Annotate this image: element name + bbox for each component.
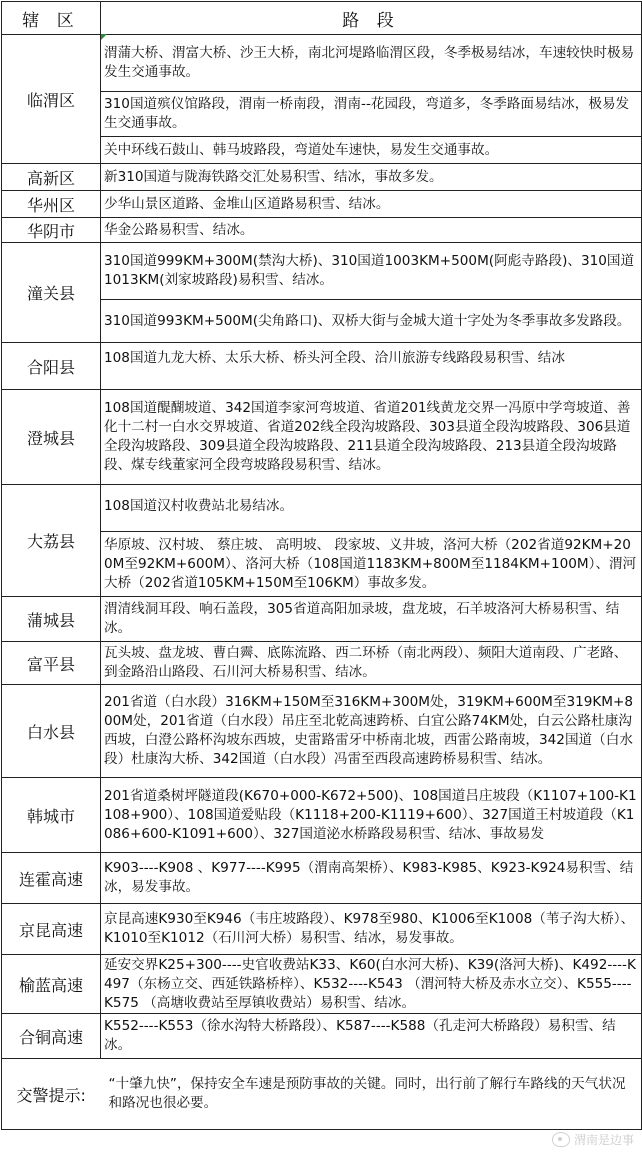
- district-cell: 华阴市: [2, 218, 101, 243]
- district-cell: 韩城市: [2, 778, 101, 853]
- table-row: [2, 390, 642, 485]
- header-road: 路 段: [101, 2, 642, 35]
- road-cell: 310国道993KM+500M(尖角路口)、双桥大街与金城大道十字处为冬季事故多发路段。: [101, 300, 642, 343]
- table-row: [2, 853, 642, 904]
- table-row: [2, 191, 642, 218]
- table-row: [2, 1014, 642, 1059]
- district-cell: 临渭区: [2, 35, 101, 164]
- table-header-row: [2, 2, 642, 35]
- road-cell: 瓦头坡、盘龙坡、曹白霽、底陈流路、西二环桥（南北两段）、频阳大道南段、广老路、到金路沿山路段、石川河大桥易积雪、结冰。: [101, 642, 642, 685]
- district-cell: 高新区: [2, 164, 101, 191]
- tip-text: “十肇九快”，保持安全车速是预防事故的关键。同时，出行前了解行车路线的天气状况和路况也很必要。: [101, 1059, 642, 1130]
- road-cell: 310国道殡仪馆路段，渭南一桥南段，渭南--花园段，弯道多，冬季路面易结冰，极易发生交通事故。: [101, 92, 642, 137]
- road-cell: 关中环线石鼓山、韩马坡路段，弯道处车速快，易发生交通事故。: [101, 137, 642, 164]
- hazard-road-table: [1, 1, 642, 1130]
- district-cell: 榆蓝高速: [2, 955, 101, 1014]
- table-row: [2, 343, 642, 390]
- table-row: [2, 164, 642, 191]
- table-row: [2, 685, 642, 778]
- district-cell: 合铜高速: [2, 1014, 101, 1059]
- weibo-icon: [552, 1132, 570, 1147]
- road-cell: 延安交界K25+300----史官收费站K33、K60(白水河大桥)、K39(洛河大桥)、K492----K497（东杨立交、西延铁路桥梓）、K532----K543 （渭河特大桥及赤水立交）、K555----K575 （高塘收费站至厚镇收费站）易积雪、结冰。: [101, 955, 642, 1014]
- district-cell: 大荔县: [2, 485, 101, 597]
- district-cell: 澄城县: [2, 390, 101, 485]
- district-cell: 蒲城县: [2, 597, 101, 642]
- road-cell: 少华山景区道路、金堆山区道路易积雪、结冰。: [101, 191, 642, 218]
- road-cell: 310国道999KM+300M(禁沟大桥)、310国道1003KM+500M(阿彪寺路段)、310国道1013KM(刘家坡路段)易积雪、结冰。: [101, 243, 642, 300]
- road-cell: 京昆高速K930至K946（韦庄坡路段）、K978至980、K1006至K1008（苇子沟大桥）、K1010至K1012（石川河大桥）易积雪、结冰，易发事故。: [101, 904, 642, 955]
- header-district: 辖 区: [2, 2, 101, 35]
- table-row: [2, 243, 642, 300]
- road-cell: 华金公路易积雪、结冰。: [101, 218, 642, 243]
- table-row: [2, 485, 642, 532]
- table-row: [2, 642, 642, 685]
- cell-comment-marker: [101, 34, 107, 40]
- watermark-text: 渭南是边事: [573, 1133, 634, 1147]
- district-cell: 潼关县: [2, 243, 101, 343]
- road-cell: K903----K908 、K977----K995（渭南高架桥）、K983-K985、K923-K924易积雪、结冰，易发事故。: [101, 853, 642, 904]
- road-cell: 201省道桑树坪隧道段(K670+000-K672+500)、108国道吕庄坡段（K1107+100-K1108+900）、108国道爱贴段（K1118+200-K1119+600）、327国道王村坡道段（K1086+600-K1091+600）、327国道泌水桥路段易积雪、结冰、事故易发: [101, 778, 642, 853]
- table-row: [2, 904, 642, 955]
- road-cell: 108国道醍醐坡道、342国道李家河弯坡道、省道201线黄龙交界一冯原中学弯坡道、善化十二村一白水交界坡道、省道202线全段沟坡路段、303县道全段沟坡路段、306县道全段沟坡路段、309县道全段沟坡路段、211县道全段沟坡路段、213县道全段沟坡路段、煤专线董家河全段弯坡路段易积雪、结冰。: [101, 390, 642, 485]
- table-row: [2, 35, 642, 92]
- district-cell: 富平县: [2, 642, 101, 685]
- district-cell: 华州区: [2, 191, 101, 218]
- district-cell: 连霍高速: [2, 853, 101, 904]
- table-row: [2, 218, 642, 243]
- road-cell: 108国道九龙大桥、太乐大桥、桥头河全段、洽川旅游专线路段易积雪、结冰: [101, 343, 642, 390]
- tip-label: 交警提示:: [2, 1059, 101, 1130]
- tip-row: [2, 1059, 642, 1130]
- district-cell: 白水县: [2, 685, 101, 778]
- district-cell: 合阳县: [2, 343, 101, 390]
- road-cell: 201省道（白水段）316KM+150M至316KM+300M处，319KM+600M至319KM+800M处，201省道（白水段）吊庄至北乾高速跨桥、白宜公路74KM处，白云公路杜康沟西坡，白澄公路杯沟坡东西坡，史雷路雷牙中桥南北坡，西雷公路南坡，342国道（白水段）杜康沟大桥、342国道（白水段）冯雷至西段高速跨桥易积雪、结冰。: [101, 685, 642, 778]
- table-row: [2, 955, 642, 1014]
- watermark: [552, 1131, 634, 1148]
- road-cell: 华原坡、汉村坡、 蔡庄坡、 高明坡、 段家坡、义井坡，洛河大桥（202省道92KM+200M至92KM+600M）、洛河大桥（108国道1183KM+800M至1184KM+100M）、渭河大桥（202省道105KM+150M至106KM）事故多发。: [101, 532, 642, 597]
- road-cell: K552----K553（徐水沟特大桥路段）、K587----K588（孔走河大桥路段）易积雪、结冰。: [101, 1014, 642, 1059]
- road-cell: 新310国道与陇海铁路交汇处易积雪、结冰，事故多发。: [101, 164, 642, 191]
- table-row: [2, 778, 642, 853]
- table-row: [2, 597, 642, 642]
- district-cell: 京昆高速: [2, 904, 101, 955]
- road-cell: 渭蒲大桥、渭富大桥、沙王大桥，南北河堤路临渭区段，冬季极易结冰，车速较快时极易发生交通事故。: [101, 35, 642, 92]
- road-cell: 108国道汉村收费站北易结冰。: [101, 485, 642, 532]
- road-cell: 渭清线洞耳段、响石盖段，305省道高阳加录坡，盘龙坡，石羊坡洛河大桥易积雪、结冰。: [101, 597, 642, 642]
